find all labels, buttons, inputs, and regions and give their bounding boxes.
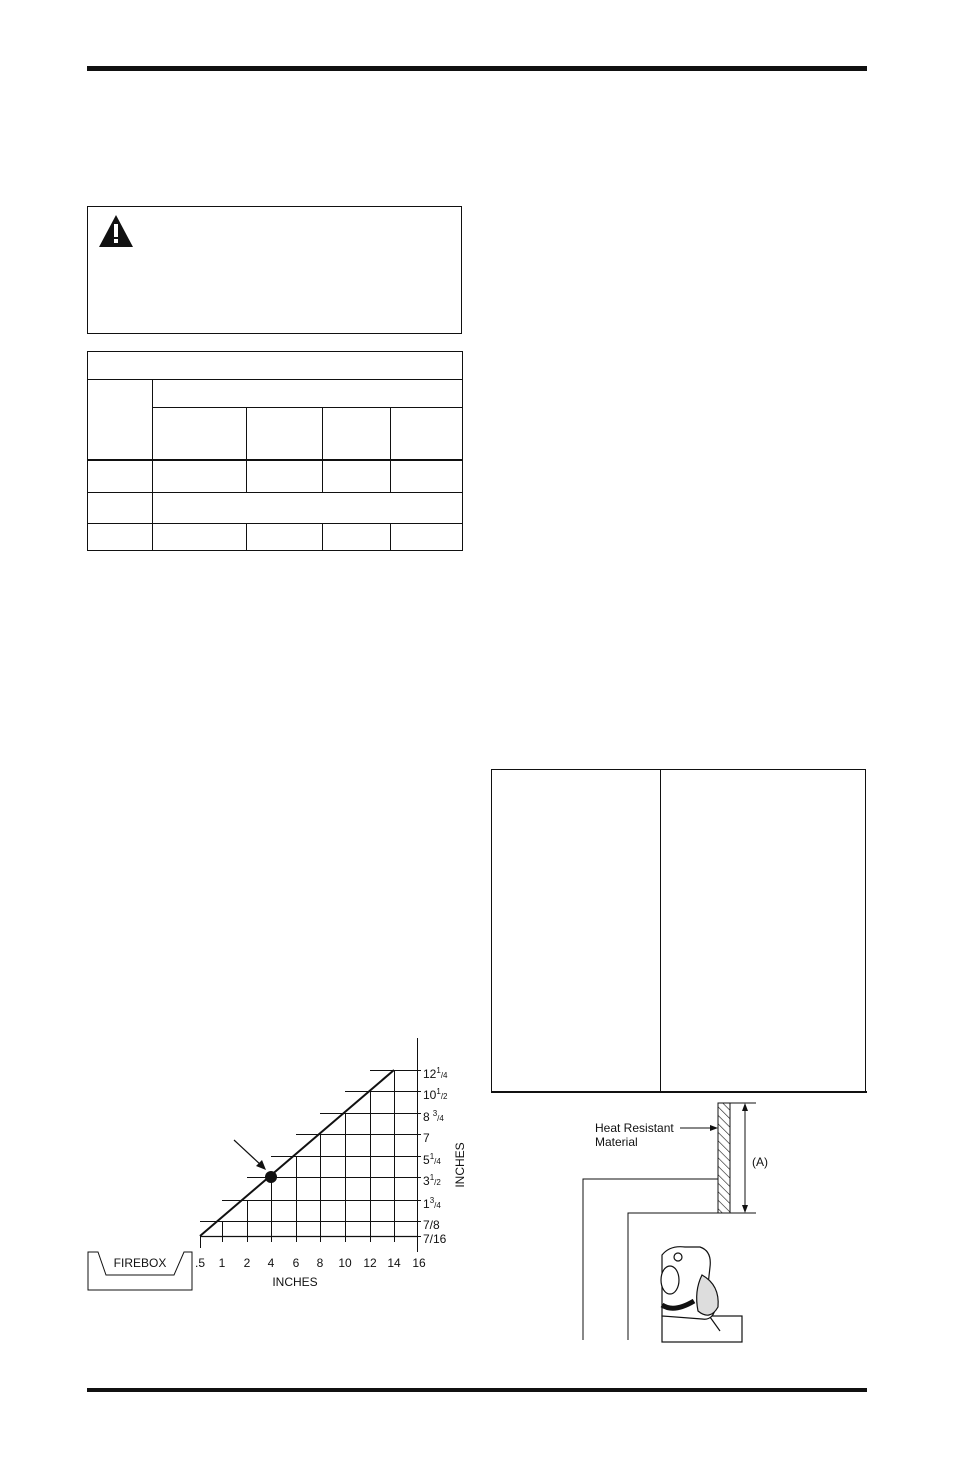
clearance-table <box>87 351 464 552</box>
material-label-line1-text: Heat Resistant <box>595 1121 674 1135</box>
y-axis-label: INCHES <box>453 1142 467 1188</box>
x-tick-label: 4 <box>267 1256 275 1270</box>
y-tick-label: 7/16 <box>423 1232 447 1246</box>
heat-resistant-material <box>718 1103 730 1213</box>
y-tick-label: 8 $^3_/$4 <box>423 1109 444 1124</box>
warning-box <box>87 206 462 334</box>
example-point <box>265 1171 277 1183</box>
bottom-rule <box>87 1388 867 1392</box>
material-pointer-arrow <box>680 1122 720 1134</box>
material-label-line2-text: Material <box>595 1135 638 1149</box>
y-tick-label: $1^3_/4$ <box>423 1196 441 1211</box>
material-label <box>595 1121 674 1149</box>
x-tick-label: 2 <box>243 1256 251 1270</box>
x-axis-label: INCHES <box>272 1275 318 1289</box>
spec-panel <box>491 769 867 1094</box>
x-tick-label: 1 <box>218 1256 226 1270</box>
warning-triangle-icon <box>98 214 134 248</box>
heater-icon <box>661 1247 742 1342</box>
y-tick-label: $3^1_/2$ <box>423 1173 441 1188</box>
x-tick-label: 10 <box>338 1256 352 1270</box>
mantel-clearance-graph <box>80 1030 500 1300</box>
y-tick-label: 7 <box>423 1131 430 1145</box>
x-tick-label: 16 <box>412 1256 426 1270</box>
x-tick-label: 14 <box>387 1256 401 1270</box>
x-tick-label: 6 <box>292 1256 300 1270</box>
y-tick-label: $12^1_/4$ <box>423 1066 448 1081</box>
y-tick-label: $10^1_/2$ <box>423 1087 448 1102</box>
firebox-label: FIREBOX <box>113 1256 167 1270</box>
y-tick-label: $5^1_/4$ <box>423 1152 441 1167</box>
x-tick-label: 8 <box>316 1256 324 1270</box>
dimension-a-label: (A) <box>752 1155 768 1169</box>
top-rule <box>87 66 867 71</box>
y-tick-label: 7/8 <box>423 1218 440 1232</box>
x-tick-label: 12 <box>363 1256 377 1270</box>
x-tick-label: .5 <box>194 1256 206 1270</box>
